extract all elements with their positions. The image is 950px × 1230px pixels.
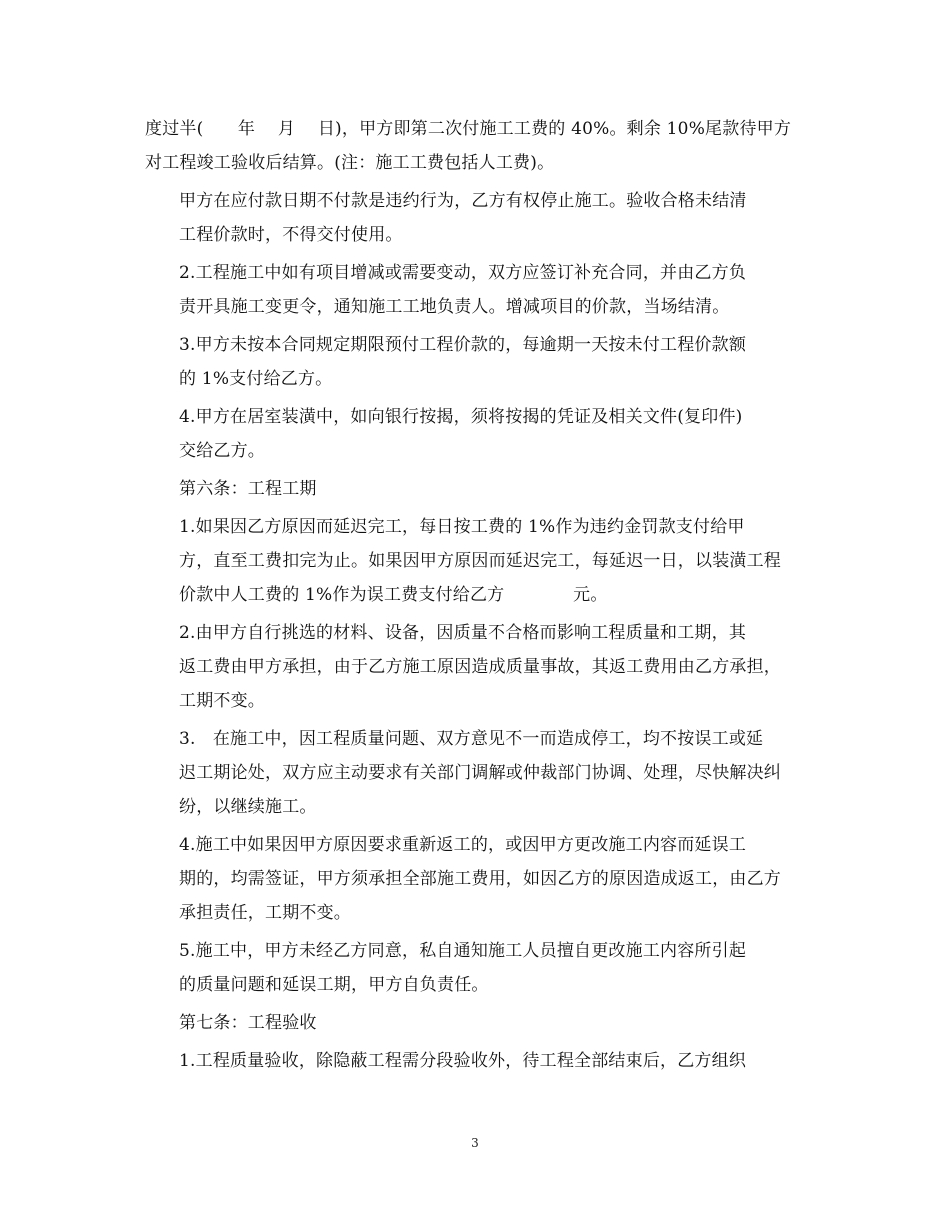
- paragraph: [145, 472, 805, 506]
- paragraph: [145, 184, 805, 252]
- text-line: 返工费由甲方承担，由于乙方施工原因造成质量事故，其返工费用由乙方承担，: [179, 657, 781, 677]
- text-line: 第七条：工程验收: [179, 1013, 317, 1033]
- text-line: 4.施工中如果因甲方原因要求重新返工的，或因甲方更改施工内容而延误工: [179, 835, 747, 855]
- text-line: 交给乙方。: [179, 441, 265, 461]
- text-line: 第六条：工程工期: [179, 479, 317, 499]
- text-line: 的质量问题和延误工期，甲方自负责任。: [179, 975, 489, 995]
- text-line: 方，直至工费扣完为止。如果因甲方原因而延迟完工，每延迟一日，以装潢工程: [179, 551, 781, 571]
- paragraph: [145, 328, 805, 396]
- paragraph: [145, 828, 805, 930]
- page-number: 3: [471, 1136, 479, 1150]
- text-line: 纷，以继续施工。: [179, 797, 317, 817]
- paragraph: [145, 510, 805, 612]
- text-line: 价款中人工费的 1%作为误工费支付给乙方 元。: [179, 585, 608, 605]
- text-line: 2.工程施工中如有项目增减或需要变动，双方应签订补充合同，并由乙方负: [179, 263, 747, 283]
- paragraph: [145, 1006, 805, 1040]
- text-line: 2.由甲方自行挑选的材料、设备，因质量不合格而影响工程质量和工期，其: [179, 623, 747, 643]
- text-line: 1.工程质量验收，除隐蔽工程需分段验收外，待工程全部结束后，乙方组织: [179, 1051, 747, 1071]
- text-line: 甲方在应付款日期不付款是违约行为，乙方有权停止施工。验收合格未结清: [179, 191, 747, 211]
- paragraph: [145, 400, 805, 468]
- paragraph: [145, 256, 805, 324]
- text-line: 期的，均需签证，甲方须承担全部施工费用，如因乙方的原因造成返工，由乙方: [179, 869, 781, 889]
- text-line: 的 1%支付给乙方。: [179, 369, 333, 389]
- paragraph: [145, 112, 805, 180]
- text-line: 度过半( 年 月 日)，甲方即第二次付施工工费的 40%。剩余 10%尾款待甲方: [145, 119, 792, 139]
- document-body: [145, 112, 805, 1082]
- text-line: 承担责任，工期不变。: [179, 903, 351, 923]
- text-line: 工程价款时，不得交付使用。: [179, 225, 403, 245]
- paragraph: [145, 722, 805, 824]
- text-line: 5.施工中，甲方未经乙方同意，私自通知施工人员擅自更改施工内容所引起: [179, 941, 747, 961]
- paragraph: [145, 1044, 805, 1078]
- text-line: 责开具施工变更令，通知施工工地负责人。增减项目的价款，当场结清。: [179, 297, 730, 317]
- text-line: 4.甲方在居室装潢中，如向银行按揭，须将按揭的凭证及相关文件(复印件): [179, 407, 743, 427]
- text-line: 对工程竣工验收后结算。(注：施工工费包括人工费)。: [145, 153, 555, 173]
- paragraph: [145, 934, 805, 1002]
- paragraph: [145, 616, 805, 718]
- text-line: 3.甲方未按本合同规定期限预付工程价款的，每逾期一天按未付工程价款额: [179, 335, 747, 355]
- text-line: 迟工期论处，双方应主动要求有关部门调解或仲裁部门协调、处理，尽快解决纠: [179, 763, 781, 783]
- text-line: 工期不变。: [179, 691, 265, 711]
- text-line: 1.如果因乙方原因而延迟完工，每日按工费的 1%作为违约金罚款支付给甲: [179, 517, 745, 537]
- text-line: 3. 在施工中，因工程质量问题、双方意见不一而造成停工，均不按误工或延: [179, 729, 764, 749]
